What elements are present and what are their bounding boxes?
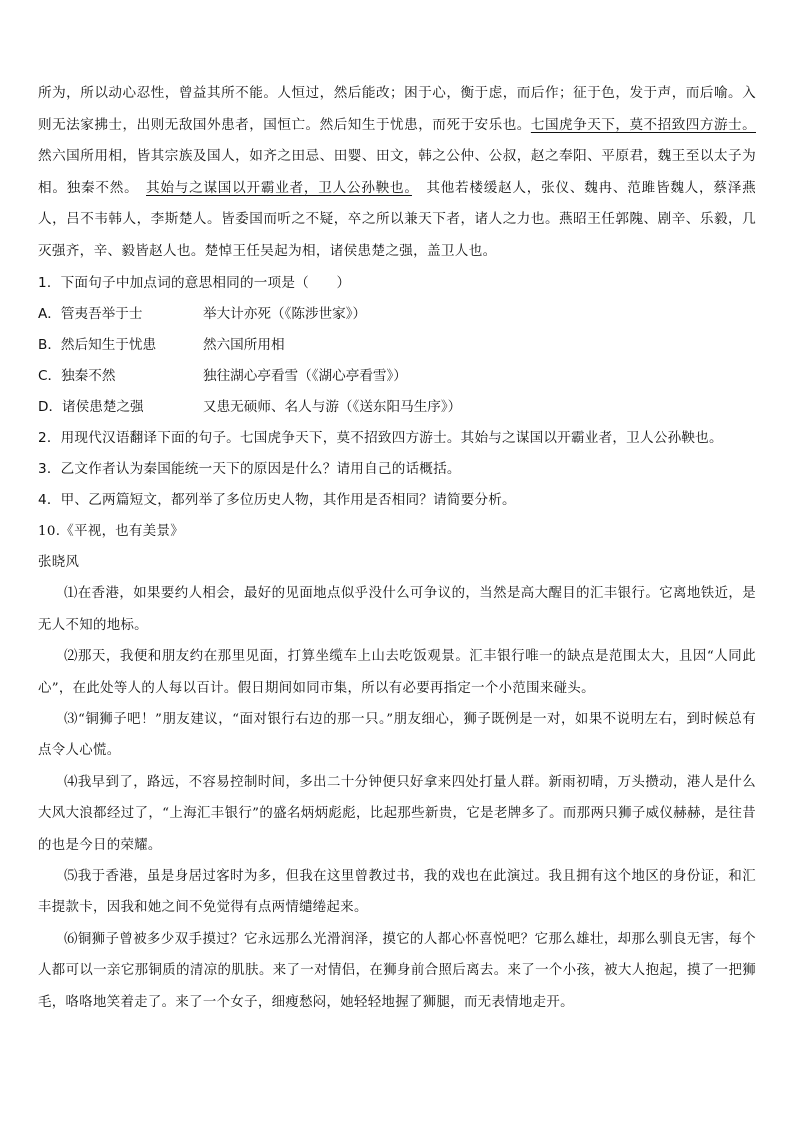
passage-paragraph xyxy=(38,78,756,268)
essay-paragraph-5: ⑸我于香港，虽是身居过客时为多，但我在这里曾教过书，我的戏也在此演过。我且拥有这个地区的身份证，和汇丰提款卡，因我和她之间不免觉得有点两情缱绻起来。 xyxy=(38,869,756,916)
option-a-left: A．管夷吾举于士 xyxy=(38,305,143,322)
underlined-sentence-2: 其始与之谋国以开霸业者，卫人公孙鞅也。 xyxy=(146,179,412,196)
option-b-right: 然六国所用相 xyxy=(203,336,285,353)
questions-section xyxy=(38,268,756,516)
question-2: 2．用现代汉语翻译下面的句子。七国虎争天下，莫不招致四方游士。其始与之谋国以开霸业者，卫人公孙鞅也。 xyxy=(38,429,723,446)
essay-paragraph-1: ⑴在香港，如果要约人相会，最好的见面地点似乎没什么可争议的，当然是高大醒目的汇丰银行。它离地铁近，是无人不知的地标。 xyxy=(38,586,756,633)
classical-passage xyxy=(38,78,756,268)
essay-paragraph-6: ⑹铜狮子曾被多少双手摸过？它永远那么光滑润泽，摸它的人都心怀喜悦吧？它那么雄壮，却那么驯良无害，每个人都可以一亲它那铜质的清凉的肌肤。来了一对情侣，在狮身前合照后离去。来了一个小孩，被大人抱起，摸了一把狮毛，咯咯地笑着走了。来了一个女子，细瘦愁闷，她轻轻地握了狮腿，而无表情地走开。 xyxy=(38,931,756,1010)
option-d-left: D．诸侯患楚之强 xyxy=(38,398,144,415)
passage-text-3: 其他若楼缓赵人，张仪、魏冉、范雎皆魏人，蔡泽燕人，吕不韦韩人，李斯楚人。皆委国而听之不疑，卒之所以兼天下者，诸人之力也。燕昭王任郭隗、剧辛、乐毅，几灭强齐，辛、毅皆赵人也。楚悼王任吴起为相，诸侯患楚之强，盖卫人也。 xyxy=(38,179,756,259)
essay-author: 张晓风 xyxy=(38,554,80,570)
option-a xyxy=(38,299,756,330)
option-b xyxy=(38,330,756,361)
option-c-right: 独往湖心亭看雪（《湖心亭看雪》） xyxy=(203,367,407,384)
essay-paragraph-3: ⑶“铜狮子吧！”朋友建议，“面对银行右边的那一只。”朋友细心，狮子既例是一对，如果不说明左右，到时候总有点令人心慌。 xyxy=(38,712,756,759)
question-1: 1．下面句子中加点词的意思相同的一项是（ ） xyxy=(38,274,351,291)
passage-text-1: 所为，所以动心忍性，曾益其所不能。人恒过，然后能改；困于心，衡于虑，而后作；征于色，发于声，而后喻。入则无法家拂士，出则无敌国外患者，国恒亡。然后知生于忧患，而死于安乐也。 xyxy=(38,85,756,133)
question-3: 3．乙文作者认为秦国能统一天下的原因是什么？请用自己的话概括。 xyxy=(38,460,461,477)
option-b-left: B．然后知生于忧患 xyxy=(38,336,157,353)
passage-text-2: 然六国所用相，皆其宗族及国人，如齐之田忌、田婴、田文，韩之公仲、公叔，赵之奉阳、平原君，魏王至以太子为相。独秦不然。 xyxy=(38,148,756,196)
underlined-sentence-1: 七国虎争天下，莫不招致四方游士。 xyxy=(530,116,756,133)
essay-title: 10.《平视，也有美景》 xyxy=(38,523,185,539)
option-d xyxy=(38,392,756,423)
content xyxy=(38,78,756,1018)
option-c-left: C．独秦不然 xyxy=(38,367,116,384)
option-d-right: 又患无硕师、名人与游（《送东阳马生序》） xyxy=(203,398,462,415)
essay-paragraph-4: ⑷我早到了，路远，不容易控制时间，多出二十分钟便只好拿来四处打量人群。新雨初晴，万头攒动，港人是什么大风大浪都经过了，“上海汇丰银行”的盛名炳炳彪彪，比起那些新贵，它是老牌多了。而那两只狮子威仪赫赫，是往昔的也是今日的荣耀。 xyxy=(38,774,756,853)
essay-paragraph-2: ⑵那天，我便和朋友约在那里见面，打算坐缆车上山去吃饭观景。汇丰银行唯一的缺点是范围太大，且因“人同此心”，在此处等人的人每以百计。假日期间如同市集，所以有必要再指定一个小范围来碰头。 xyxy=(38,649,756,696)
question-4: 4．甲、乙两篇短文，都列举了多位历史人物，其作用是否相同？请简要分析。 xyxy=(38,491,516,508)
option-c xyxy=(38,361,756,392)
modern-essay xyxy=(38,516,756,1019)
option-a-right: 举大计亦死（《陈涉世家》） xyxy=(203,305,367,322)
